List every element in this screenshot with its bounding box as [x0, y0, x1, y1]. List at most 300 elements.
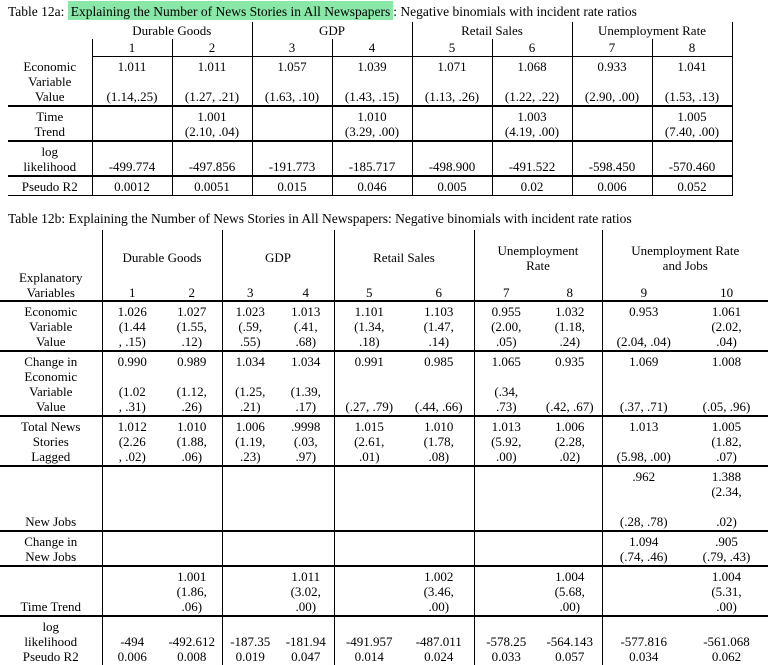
row-label-cell: [8, 176, 92, 196]
data-cell: [334, 616, 404, 665]
cell-line: [603, 569, 686, 584]
data-cell: [332, 106, 412, 141]
cell-line: (1.13, .26): [413, 89, 492, 104]
cell-line: [573, 124, 652, 139]
cell-line: 6: [493, 40, 572, 55]
group-header-cell: [334, 230, 474, 301]
cell-line: 5: [413, 40, 492, 55]
table-row-change-in-new-jobs: [0, 531, 768, 566]
data-cell: [404, 466, 474, 531]
group-header: [475, 230, 602, 300]
cell-line: (.42, .67): [538, 399, 602, 414]
column-number-cell: 9: [603, 285, 686, 300]
data-cell: [412, 57, 492, 107]
cell-line: Economic: [8, 59, 92, 74]
cell-line: (1.44: [103, 319, 163, 334]
table-12b-grid: [0, 230, 768, 665]
cell-line: 1.003: [493, 109, 572, 124]
data-cell: [162, 351, 222, 416]
cell-line: (2.02,: [685, 319, 768, 334]
cell-line: 1.011: [278, 569, 334, 584]
corner-cell: [8, 22, 92, 39]
column-number-cell: 2: [162, 285, 222, 300]
data-cell: [332, 57, 412, 107]
cell-line: 1.015: [335, 419, 405, 434]
data-cell: [572, 106, 652, 141]
cell-line: 1.010: [333, 109, 412, 124]
corner-cell: [0, 230, 102, 301]
data-cell: [162, 301, 222, 351]
cell-line: [475, 469, 539, 484]
cell-line: .24): [538, 334, 602, 349]
cell-line: 1.008: [685, 354, 768, 369]
cell-line: [162, 469, 222, 484]
cell-line: 1.006: [538, 419, 602, 434]
cell-line: -578.25: [475, 634, 539, 649]
data-cell: [652, 57, 732, 107]
cell-line: [253, 144, 332, 159]
cell-line: (1.82,: [685, 434, 768, 449]
cell-line: 1.027: [162, 304, 222, 319]
cell-line: [278, 549, 334, 564]
cell-line: -497.856: [173, 159, 252, 174]
cell-line: 0.046: [333, 179, 412, 194]
data-cell: [222, 351, 278, 416]
table-12a-grid: [8, 22, 733, 196]
data-cell: [572, 57, 652, 107]
cell-line: (1.88,: [162, 434, 222, 449]
cell-line: [333, 144, 412, 159]
group-header-cell: [572, 22, 732, 39]
data-cell: [685, 301, 768, 351]
data-cell: [334, 531, 404, 566]
cell-line: [93, 109, 172, 124]
column-number-cell: [412, 39, 492, 57]
data-cell: [162, 531, 222, 566]
cell-line: [335, 514, 405, 529]
data-cell: [102, 416, 162, 466]
data-cell: [222, 531, 278, 566]
data-cell: [252, 57, 332, 107]
data-cell: [278, 351, 334, 416]
cell-line: (.59,: [223, 319, 279, 334]
cell-line: [653, 144, 732, 159]
data-cell: [404, 416, 474, 466]
cell-line: Unemployment Rate: [573, 23, 732, 38]
cell-line: [103, 514, 163, 529]
data-cell: [172, 57, 252, 107]
data-cell: [602, 531, 685, 566]
table-row-change-in-economic-variable-value: [0, 351, 768, 416]
group-header-cell: [92, 22, 252, 39]
cell-line: [278, 469, 334, 484]
cell-line: Durable Goods: [103, 250, 222, 265]
cell-line: (3.46,: [404, 584, 474, 599]
cell-line: (.74, .46): [603, 549, 686, 564]
cell-line: 1.039: [333, 59, 412, 74]
cell-line: 1.001: [173, 109, 252, 124]
cell-line: (.79, .43): [685, 549, 768, 564]
cell-line: [335, 534, 405, 549]
cell-line: .06): [162, 599, 222, 614]
cell-line: 0.057: [538, 649, 602, 664]
data-cell: [102, 566, 162, 616]
cell-line: .06): [162, 449, 222, 464]
cell-line: [335, 584, 405, 599]
cell-line: (.27, .79): [335, 399, 405, 414]
cell-line: 1.034: [278, 354, 334, 369]
data-cell: [92, 176, 172, 196]
cell-line: [103, 499, 163, 514]
table-header-row: [0, 230, 768, 301]
data-cell: [685, 416, 768, 466]
cell-line: [475, 534, 539, 549]
data-cell: [162, 466, 222, 531]
cell-line: [335, 369, 405, 384]
cell-line: [573, 144, 652, 159]
cell-line: 0.052: [653, 179, 732, 194]
data-cell: [492, 57, 572, 107]
cell-line: Retail Sales: [335, 250, 474, 265]
cell-line: [223, 484, 279, 499]
cell-line: (3.29, .00): [333, 124, 412, 139]
cell-line: .26): [162, 399, 222, 414]
cell-line: (4.19, .00): [493, 124, 572, 139]
data-cell: [602, 301, 685, 351]
cell-line: [475, 514, 539, 529]
cell-line: .07): [685, 449, 768, 464]
table-row-pseudo-r2: [8, 176, 732, 196]
cell-line: [278, 369, 334, 384]
cell-line: (1.63, .10): [253, 89, 332, 104]
cell-line: [538, 619, 602, 634]
row-label-cell: [0, 416, 102, 466]
cell-line: Economic: [0, 304, 102, 319]
cell-line: Total News: [0, 419, 102, 434]
cell-line: [538, 549, 602, 564]
cell-line: [0, 569, 102, 584]
data-cell: [685, 351, 768, 416]
cell-line: [103, 599, 163, 614]
cell-line: (7.40, .00): [653, 124, 732, 139]
cell-line: [404, 619, 474, 634]
data-cell: [685, 566, 768, 616]
cell-line: [603, 484, 686, 499]
cell-line: , .02): [103, 449, 163, 464]
cell-line: 3: [253, 40, 332, 55]
data-cell: [685, 616, 768, 665]
cell-line: [335, 619, 405, 634]
data-cell: [538, 616, 602, 665]
cell-line: .55): [223, 334, 279, 349]
data-cell: [474, 301, 538, 351]
cell-line: (1.25,: [223, 384, 279, 399]
cell-line: [223, 469, 279, 484]
data-cell: [538, 531, 602, 566]
column-number-cell: 8: [538, 285, 602, 300]
cell-line: [603, 599, 686, 614]
data-cell: [412, 106, 492, 141]
cell-line: [253, 74, 332, 89]
cell-line: .73): [475, 399, 539, 414]
table-row-economic-variable-value: [0, 301, 768, 351]
cell-line: [253, 124, 332, 139]
cell-line: [404, 499, 474, 514]
cell-line: [278, 514, 334, 529]
data-cell: [278, 301, 334, 351]
cell-line: (5.68,: [538, 584, 602, 599]
cell-line: Lagged: [0, 449, 102, 464]
cell-line: 1.011: [93, 59, 172, 74]
cell-line: 0.006: [103, 649, 163, 664]
cell-line: (2.26: [103, 434, 163, 449]
data-cell: [162, 416, 222, 466]
cell-line: Change in: [0, 354, 102, 369]
cell-line: (1.55,: [162, 319, 222, 334]
cell-line: [103, 619, 163, 634]
data-cell: [538, 566, 602, 616]
cell-line: -570.460: [653, 159, 732, 174]
cell-line: .905: [685, 534, 768, 549]
cell-line: (1.43, .15): [333, 89, 412, 104]
cell-line: [162, 369, 222, 384]
cell-line: (5.92,: [475, 434, 539, 449]
cell-line: [223, 584, 279, 599]
cell-line: (.34,: [475, 384, 539, 399]
cell-line: 1.004: [538, 569, 602, 584]
cell-line: Change in: [0, 534, 102, 549]
column-number-cell: 1: [103, 285, 163, 300]
data-cell: [278, 416, 334, 466]
cell-line: [335, 569, 405, 584]
cell-line: 0.019: [223, 649, 279, 664]
cell-line: [653, 74, 732, 89]
data-cell: [538, 301, 602, 351]
cell-line: 1.012: [103, 419, 163, 434]
cell-line: -498.900: [413, 159, 492, 174]
cell-line: Variable: [8, 74, 92, 89]
cell-line: [103, 549, 163, 564]
table-row-log-likelihood-pseudo-r2: [0, 616, 768, 665]
data-cell: [572, 176, 652, 196]
data-cell: [474, 351, 538, 416]
cell-line: .00): [278, 599, 334, 614]
data-cell: [278, 566, 334, 616]
cell-line: -492.612: [162, 634, 222, 649]
cell-line: [475, 484, 539, 499]
cell-line: [538, 369, 602, 384]
table-12a-title-highlight: Explaining the Number of News Stories in All Newspapers: [68, 1, 393, 20]
column-number-cell: [492, 39, 572, 57]
cell-line: -577.816: [603, 634, 686, 649]
column-number-cell: 5: [335, 285, 405, 300]
group-header-cell: [252, 22, 412, 39]
cell-line: [493, 74, 572, 89]
data-cell: [162, 566, 222, 616]
cell-line: 0.015: [253, 179, 332, 194]
cell-line: [538, 514, 602, 529]
cell-line: [603, 319, 686, 334]
cell-line: 1.001: [162, 569, 222, 584]
cell-line: -564.143: [538, 634, 602, 649]
row-label-cell: [0, 301, 102, 351]
cell-line: (1.19,: [223, 434, 279, 449]
cell-line: [333, 74, 412, 89]
cell-line: (.41,: [278, 319, 334, 334]
cell-line: (1.39,: [278, 384, 334, 399]
cell-line: [223, 499, 279, 514]
cell-line: 0.0051: [173, 179, 252, 194]
cell-line: 0.0012: [93, 179, 172, 194]
cell-line: 1.013: [603, 419, 686, 434]
data-cell: [92, 106, 172, 141]
cell-line: log: [8, 144, 92, 159]
column-number-cell: 4: [278, 285, 334, 300]
data-cell: [334, 301, 404, 351]
cell-line: 1.388: [685, 469, 768, 484]
data-cell: [412, 141, 492, 176]
table-12b-title: Table 12b: Explaining the Number of News Stories in All Newspapers: Negative binomials with incident rate ratios: [8, 210, 768, 227]
data-cell: [334, 466, 404, 531]
cell-line: [335, 499, 405, 514]
cell-line: [685, 499, 768, 514]
cell-line: [278, 534, 334, 549]
cell-line: Trend: [8, 124, 92, 139]
corner-cell: [8, 39, 92, 57]
row-label-cell: [0, 616, 102, 665]
cell-line: [0, 484, 102, 499]
data-cell: [222, 301, 278, 351]
cell-line: 0.933: [573, 59, 652, 74]
cell-line: [538, 534, 602, 549]
cell-line: 0.005: [413, 179, 492, 194]
cell-line: -561.068: [685, 634, 768, 649]
cell-line: -499.774: [93, 159, 172, 174]
cell-line: [413, 74, 492, 89]
cell-line: (2.90, .00): [573, 89, 652, 104]
cell-line: [93, 144, 172, 159]
cell-line: [603, 619, 686, 634]
cell-line: Durable Goods: [92, 23, 252, 38]
cell-line: 1.032: [538, 304, 602, 319]
cell-line: [223, 534, 279, 549]
cell-line: likelihood: [8, 159, 92, 174]
cell-line: [103, 484, 163, 499]
data-cell: [334, 351, 404, 416]
cell-line: 0.006: [573, 179, 652, 194]
data-cell: [492, 141, 572, 176]
cell-line: Variables: [0, 285, 102, 300]
cell-line: -494: [103, 634, 163, 649]
data-cell: [404, 616, 474, 665]
cell-line: 0.953: [603, 304, 686, 319]
cell-line: [93, 74, 172, 89]
cell-line: [253, 109, 332, 124]
data-cell: [92, 141, 172, 176]
data-cell: [685, 466, 768, 531]
cell-line: Unemployment: [475, 243, 602, 258]
cell-line: [162, 484, 222, 499]
cell-line: [404, 469, 474, 484]
data-cell: [172, 106, 252, 141]
row-label-cell: [8, 106, 92, 141]
cell-line: (1.27, .21): [173, 89, 252, 104]
data-cell: [474, 616, 538, 665]
cell-line: (.28, .78): [603, 514, 686, 529]
cell-line: .962: [603, 469, 686, 484]
cell-line: 1.006: [223, 419, 279, 434]
cell-line: 0.034: [603, 649, 686, 664]
cell-line: .00): [538, 599, 602, 614]
cell-line: 0.990: [103, 354, 163, 369]
cell-line: Value: [0, 399, 102, 414]
cell-line: (2.00,: [475, 319, 539, 334]
cell-line: [603, 499, 686, 514]
cell-line: [278, 619, 334, 634]
cell-line: 1.002: [404, 569, 474, 584]
cell-line: [162, 619, 222, 634]
cell-line: (2.04, .04): [603, 334, 686, 349]
cell-line: [573, 109, 652, 124]
cell-line: [685, 619, 768, 634]
cell-line: (1.02: [103, 384, 163, 399]
cell-line: 1.065: [475, 354, 539, 369]
cell-line: .9998: [278, 419, 334, 434]
group-header: [223, 230, 334, 300]
cell-line: [173, 74, 252, 89]
cell-line: 0.033: [475, 649, 539, 664]
data-cell: [222, 416, 278, 466]
table-12a-title-suffix: : Negative binomials with incident rate ratios: [393, 4, 637, 19]
cell-line: (2.10, .04): [173, 124, 252, 139]
cell-line: (5.98, .00): [603, 449, 686, 464]
cell-line: [335, 599, 405, 614]
cell-line: -187.35: [223, 634, 279, 649]
cell-line: (1.12,: [162, 384, 222, 399]
cell-line: -185.717: [333, 159, 412, 174]
cell-line: -491.957: [335, 634, 405, 649]
cell-line: .04): [685, 334, 768, 349]
data-cell: [102, 531, 162, 566]
data-cell: [222, 616, 278, 665]
data-cell: [602, 351, 685, 416]
cell-line: 1.068: [493, 59, 572, 74]
cell-line: .12): [162, 334, 222, 349]
cell-line: [404, 384, 474, 399]
cell-line: 0.955: [475, 304, 539, 319]
cell-line: 1.071: [413, 59, 492, 74]
cell-line: [404, 514, 474, 529]
cell-line: 1.010: [404, 419, 474, 434]
group-header: [603, 230, 768, 300]
cell-line: [162, 499, 222, 514]
cell-line: .00): [404, 599, 474, 614]
cell-line: (1.18,: [538, 319, 602, 334]
data-cell: [404, 566, 474, 616]
data-cell: [278, 466, 334, 531]
cell-line: [335, 484, 405, 499]
cell-line: 0.008: [162, 649, 222, 664]
cell-line: [223, 619, 279, 634]
cell-line: 4: [333, 40, 412, 55]
cell-line: 1.005: [653, 109, 732, 124]
cell-line: Pseudo R2: [8, 179, 92, 194]
data-cell: [602, 466, 685, 531]
cell-line: GDP: [223, 250, 334, 265]
group-header: [103, 230, 222, 300]
table-row-total-news-stories-lagged: [0, 416, 768, 466]
cell-line: .05): [475, 334, 539, 349]
